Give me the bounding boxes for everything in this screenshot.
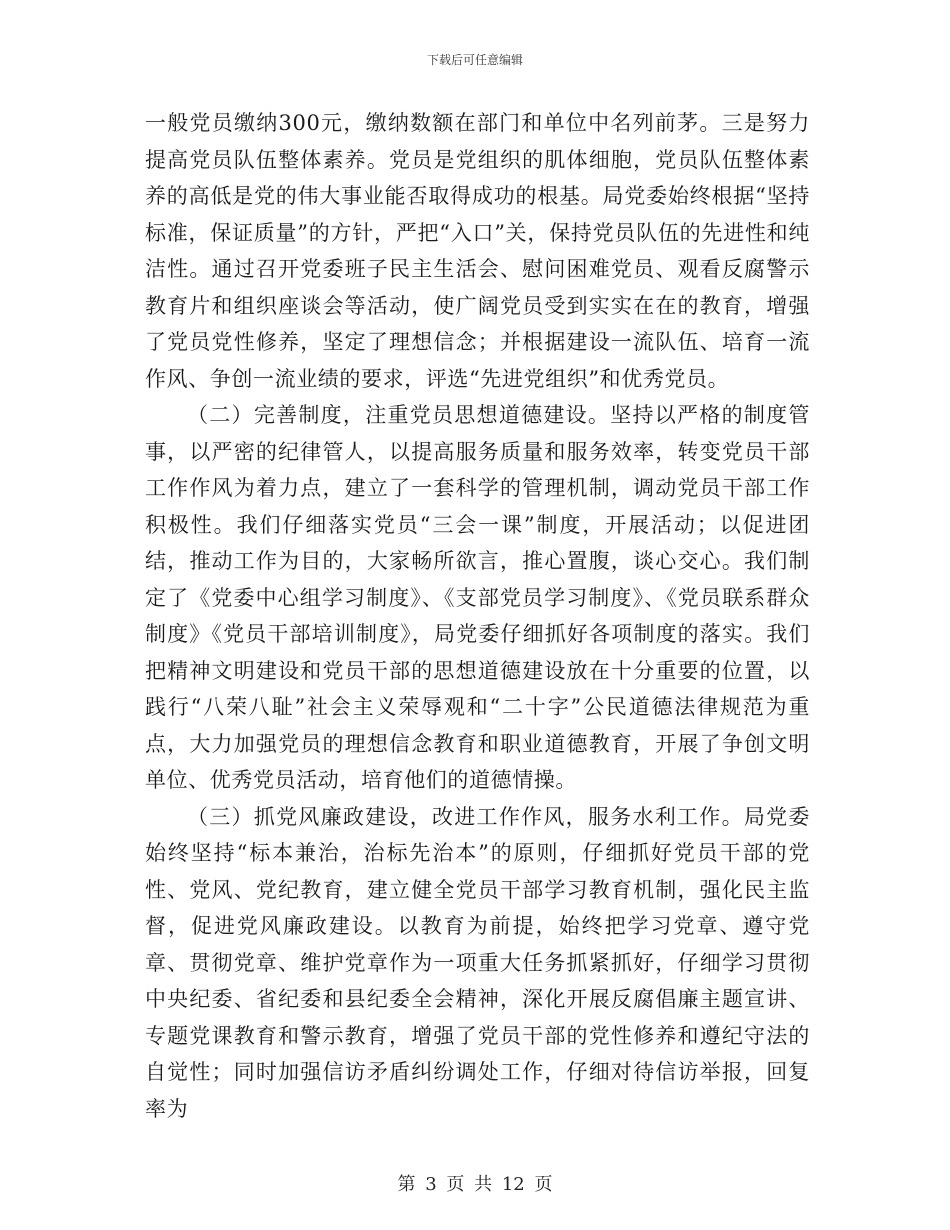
paragraph-1: 一般党员缴纳300元，缴纳数额在部门和单位中名列前茅。三是努力提高党员队伍整体素养。党员是党组织的肌体细胞，党员队伍整体素养的高低是党的伟大事业能否取得成功的根基。局党委始终根据“坚持标准，保证质量”的方针，严把“入口”关，保持党员队伍的先进性和纯洁性。通过召开党委班子民主生活会、慰问困难党员、观看反腐警示教育片和组织座谈会等活动，使广阔党员受到实实在在的教育，增强了党员党性修养，坚定了理想信念；并根据建设一流队伍、培育一流作风、争创一流业绩的要求，评选“先进党组织”和优秀党员。 — [145, 111, 810, 391]
document-body — [145, 105, 810, 1127]
page-header: 下载后可任意编辑 — [426, 53, 523, 67]
page-number: 第 3 页 共 12 页 — [397, 1174, 553, 1195]
paragraph-2: （二）完善制度，注重党员思想道德建设。坚持以严格的制度管事，以严密的纪律管人，以提高服务质量和服务效率，转变党员干部工作作风为着力点，建立了一套科学的管理机制，调动党员干部工作积极性。我们仔细落实党员“三会一课”制度，开展活动；以促进团结，推动工作为目的，大家畅所欲言，推心置腹，谈心交心。我们制定了《党委中心组学习制度》、《支部党员学习制度》、《党员联系群众制度》《党员干部培训制度》，局党委仔细抓好各项制度的落实。我们把精神文明建设和党员干部的思想道德建设放在十分重要的位置，以践行“八荣八耻”社会主义荣辱观和“二十字”公民道德法律规范为重点，大力加强党员的理想信念教育和职业道德教育，开展了争创文明单位、优秀党员活动，培育他们的道德情操。 — [145, 403, 810, 792]
paragraph-3: （三）抓党风廉政建设，改进工作作风，服务水利工作。局党委始终坚持“标本兼治，治标先治本”的原则，仔细抓好党员干部的党性、党风、党纪教育，建立健全党员干部学习教育机制，强化民主监督，促进党风廉政建设。以教育为前提，始终把学习党章、遵守党章、贯彻党章、维护党章作为一项重大任务抓紧抓好，仔细学习贯彻中央纪委、省纪委和县纪委全会精神，深化开展反腐倡廉主题宣讲、专题党课教育和警示教育，增强了党员干部的党性修养和遵纪守法的自觉性；同时加强信访矛盾纠纷调处工作，仔细对待信访举报，回复率为 — [145, 804, 810, 1121]
